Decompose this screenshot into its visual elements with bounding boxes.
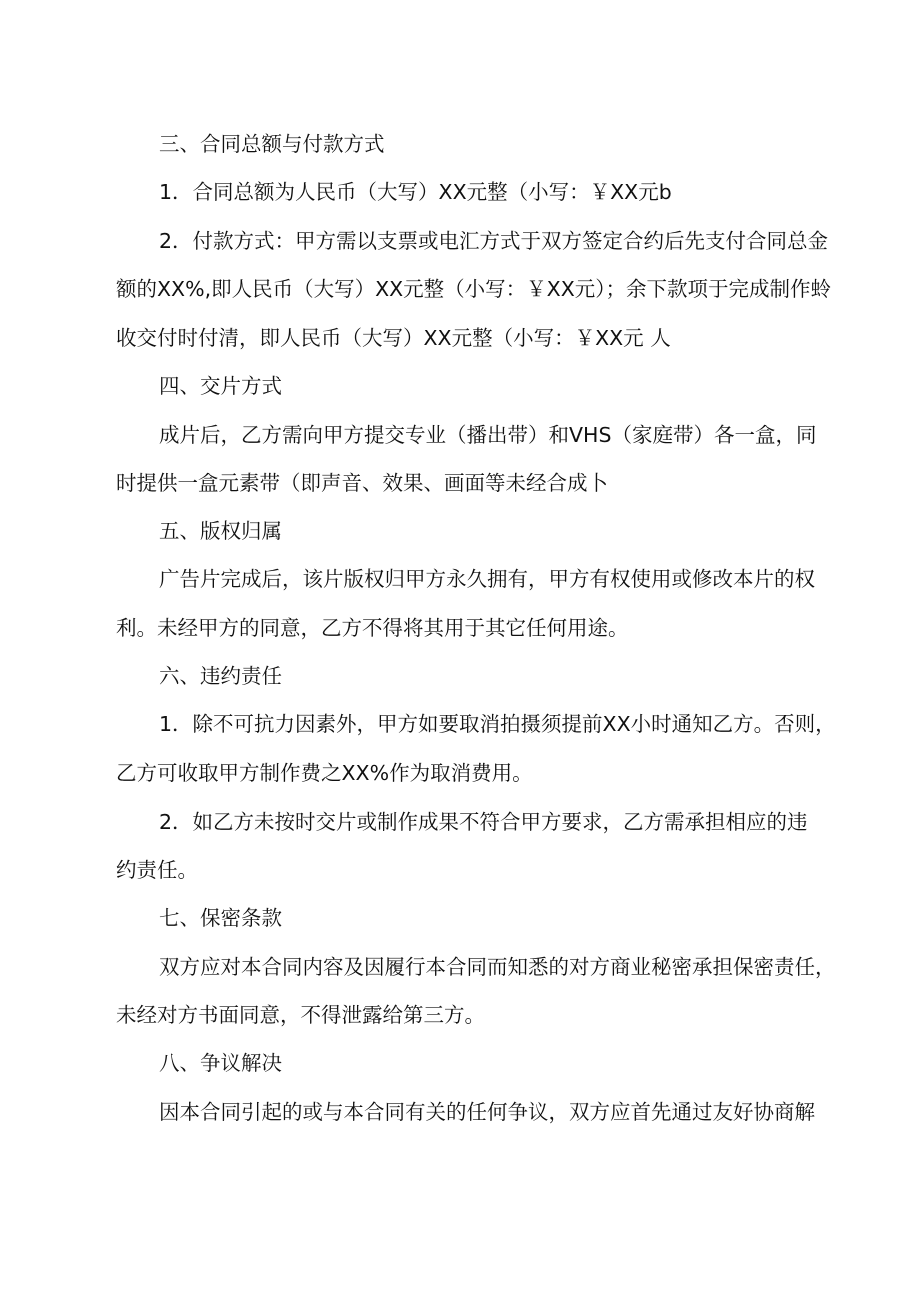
clause-copyright-cont: 利。未经甲方的同意，乙方不得将其用于其它任何用途。 — [116, 616, 629, 640]
section-heading-contract-amount: 三、合同总额与付款方式 — [159, 132, 385, 156]
section-heading-confidentiality: 七、保密条款 — [159, 906, 282, 930]
clause-copyright: 广告片完成后，该片版权归甲方永久拥有，甲方有权使用或修改本片的权 — [159, 567, 815, 591]
clause-total-amount: 1．合同总额为人民币（大写）XX元整（小写：￥XX元b — [159, 180, 672, 204]
section-heading-delivery: 四、交片方式 — [159, 374, 282, 398]
clause-liability-2-cont: 约责任。 — [116, 858, 198, 882]
clause-delivery-cont: 时提供一盒元素带（即声音、效果、画面等未经合成卜 — [116, 471, 608, 495]
clause-dispute: 因本合同引起的或与本合同有关的任何争议，双方应首先通过友好协商解 — [159, 1100, 815, 1124]
section-heading-dispute: 八、争议解决 — [159, 1051, 282, 1075]
clause-payment-method-cont-2: 收交付时付清，即人民币（大写）XX元整（小写：￥XX元 人 — [116, 326, 671, 350]
clause-payment-method-cont-1: 额的XX%,即人民币（大写）XX元整（小写：￥XX元）；余下款项于完成制作蛉 — [116, 277, 832, 301]
clause-payment-method: 2．付款方式：甲方需以支票或电汇方式于双方签定合约后先支付合同总金 — [159, 229, 829, 253]
clause-delivery: 成片后，乙方需向甲方提交专业（播出带）和VHS（家庭带）各一盒，同 — [159, 423, 817, 447]
section-heading-copyright: 五、版权归属 — [159, 519, 282, 543]
clause-confidentiality-cont: 未经对方书面同意，不得泄露给第三方。 — [116, 1003, 485, 1027]
clause-confidentiality: 双方应对本合同内容及因履行本合同而知悉的对方商业秘密承担保密责任， — [159, 955, 836, 979]
section-heading-liability: 六、违约责任 — [159, 664, 282, 688]
clause-liability-1: 1．除不可抗力因素外，甲方如要取消拍摄须提前XX小时通知乙方。否则， — [159, 712, 836, 736]
clause-liability-1-cont: 乙方可收取甲方制作费之XX%作为取消费用。 — [116, 761, 533, 785]
clause-liability-2: 2．如乙方未按时交片或制作成果不符合甲方要求，乙方需承担相应的违 — [159, 810, 808, 834]
